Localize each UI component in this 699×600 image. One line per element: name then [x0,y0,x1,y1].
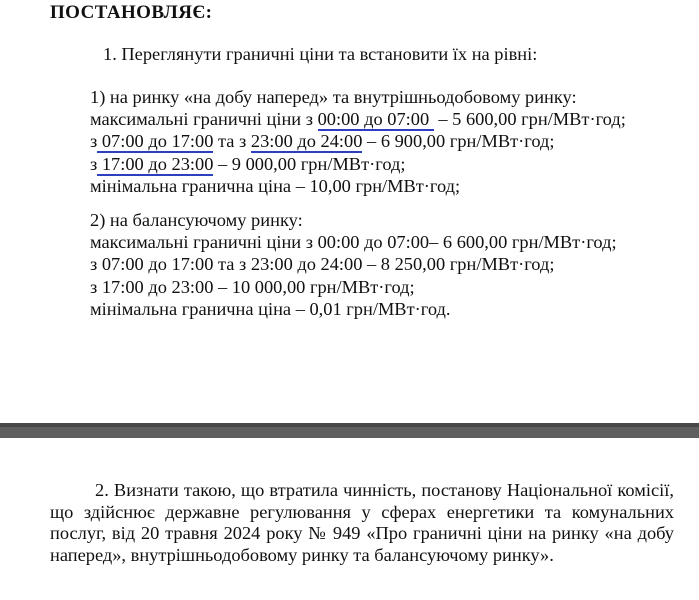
section-1-min-price-line: мінімальна гранична ціна – 10,00 грн/МВт·год; [90,175,461,196]
underlined-time-range-night [318,109,434,131]
section-1-title: 1) на ринку «на добу наперед» та внутрішньодобовому ринку: [90,87,577,107]
section-1-day-price-line [90,130,626,152]
section-2-min-price-line: мінімальна гранична ціна – 0,01 грн/МВт·год. [90,298,451,319]
section-1-evening-price-line [90,153,626,175]
section-2-title: 2) на балансуючому ринку: [90,210,303,230]
section-2-evening-price-line: з 17:00 до 23:00 – 10 000,00 грн/МВт·год; [90,276,415,297]
from-word: з [90,153,98,174]
time-connector: до [359,109,388,130]
section-2-max-price-line: максимальні граничні ціни з 00:00 до 07:00– 6 600,00 грн/МВт·год; [90,232,617,253]
max-prefix-text: максимальні граничні ціни з [90,109,318,130]
time-to: 07:00 [387,109,430,130]
separator-shadow [0,423,699,427]
item-1-text: 1. Переглянути граничні ціни та встановити їх на рівні: [103,44,538,64]
underlined-time-range-evening: 17:00 до 23:00 [97,153,214,174]
price-text: – 9 000,00 грн/МВт·год; [213,153,406,174]
paragraph-2-text: 2. Визнати такою, що втратила чинність, постанову Національної комісії, що здійснює державне регулювання у сферах енергетики та комунальних послуг, від 20 травня 2024 року № 949 «Про граничні ціни на ринку «на добу наперед», внутрішньодобовому ринку та балансуючому ринку». [50,480,674,565]
paragraph-2 [50,480,674,566]
section-1-max-price-line [90,108,626,130]
document-heading: ПОСТАНОВЛЯЄ: [50,2,213,23]
section-2-day-price-line: з 07:00 до 17:00 та з 23:00 до 24:00 – 8 250,00 грн/МВт·год; [90,254,555,275]
and-from-text: та з [213,131,251,152]
from-word: з [90,131,98,152]
section-1-day-ahead-market [90,86,626,197]
section-2-balancing-market [90,209,617,320]
time-from: 00:00 [317,109,360,130]
price-text: – 6 900,00 грн/МВт·год; [362,131,555,152]
price-text: – 5 600,00 грн/МВт·год; [433,109,626,130]
page-separator [0,423,699,438]
underlined-time-range-day: 07:00 до 17:00 [97,131,214,152]
underlined-time-range-late: 23:00 до 24:00 [250,131,363,152]
